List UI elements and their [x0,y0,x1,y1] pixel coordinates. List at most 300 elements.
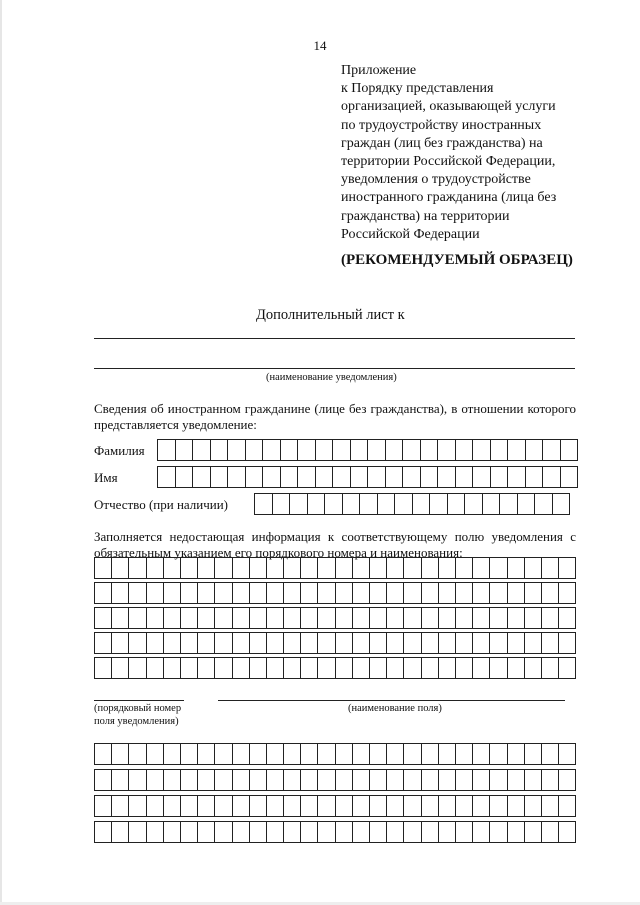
letter-cell[interactable] [318,582,335,604]
letter-cell[interactable] [491,466,509,488]
letter-cell[interactable] [439,607,456,629]
letter-cell[interactable] [370,769,387,791]
letter-cell[interactable] [318,557,335,579]
letter-cell[interactable] [439,821,456,843]
field-number-line[interactable] [94,700,184,701]
letter-cell[interactable] [215,607,232,629]
letter-cell[interactable] [301,743,318,765]
letter-cell[interactable] [176,439,194,461]
letter-cell[interactable] [456,466,474,488]
letter-cell[interactable] [281,466,299,488]
letter-cell[interactable] [387,557,404,579]
letter-cell[interactable] [525,582,542,604]
letter-cell[interactable] [198,632,215,654]
letter-cell[interactable] [198,657,215,679]
letter-cell[interactable] [298,466,316,488]
letter-cell[interactable] [559,632,576,654]
letter-cell[interactable] [281,439,299,461]
letter-cell[interactable] [318,821,335,843]
letter-cell[interactable] [112,582,129,604]
letter-cell[interactable] [370,582,387,604]
letter-cell[interactable] [525,795,542,817]
letter-cell[interactable] [147,632,164,654]
letter-cell[interactable] [129,657,146,679]
letter-cell[interactable] [301,632,318,654]
letter-cell[interactable] [318,607,335,629]
letter-cell[interactable] [112,632,129,654]
letter-cell[interactable] [147,821,164,843]
letter-cell[interactable] [404,607,421,629]
letter-cell[interactable] [318,657,335,679]
letter-cell[interactable] [456,769,473,791]
letter-cell[interactable] [158,466,176,488]
letter-cell[interactable] [439,632,456,654]
letter-cell[interactable] [403,466,421,488]
letter-cell[interactable] [246,439,264,461]
letter-cell[interactable] [422,607,439,629]
letter-cell[interactable] [387,743,404,765]
letter-cell[interactable] [395,493,413,515]
letter-cell[interactable] [370,557,387,579]
letter-cell[interactable] [439,582,456,604]
letter-cell[interactable] [473,557,490,579]
letter-cell[interactable] [250,821,267,843]
letter-cell[interactable] [439,743,456,765]
letter-cell[interactable] [404,582,421,604]
letter-cell[interactable] [250,557,267,579]
letter-cell[interactable] [542,582,559,604]
letter-cell[interactable] [298,439,316,461]
letter-cell[interactable] [181,795,198,817]
letter-cell[interactable] [490,743,507,765]
letter-cell[interactable] [181,582,198,604]
info-row-1-cells[interactable] [94,557,576,579]
letter-cell[interactable] [164,557,181,579]
letter-cell[interactable] [508,657,525,679]
letter-cell[interactable] [301,821,318,843]
letter-cell[interactable] [404,821,421,843]
letter-cell[interactable] [95,769,112,791]
letter-cell[interactable] [215,743,232,765]
letter-cell[interactable] [473,657,490,679]
letter-cell[interactable] [403,439,421,461]
letter-cell[interactable] [112,743,129,765]
letter-cell[interactable] [422,769,439,791]
letter-cell[interactable] [525,607,542,629]
letter-cell[interactable] [500,493,518,515]
letter-cell[interactable] [542,769,559,791]
notification-name-line-2[interactable] [94,368,575,369]
letter-cell[interactable] [250,582,267,604]
letter-cell[interactable] [490,582,507,604]
letter-cell[interactable] [525,632,542,654]
letter-cell[interactable] [353,821,370,843]
letter-cell[interactable] [559,582,576,604]
letter-cell[interactable] [353,743,370,765]
letter-cell[interactable] [129,769,146,791]
letter-cell[interactable] [198,821,215,843]
letter-cell[interactable] [483,493,501,515]
letter-cell[interactable] [198,607,215,629]
letter-cell[interactable] [211,466,229,488]
letter-cell[interactable] [290,493,308,515]
letter-cell[interactable] [112,769,129,791]
letter-cell[interactable] [336,769,353,791]
letter-cell[interactable] [233,769,250,791]
letter-cell[interactable] [360,493,378,515]
letter-cell[interactable] [255,493,273,515]
letter-cell[interactable] [525,743,542,765]
letter-cell[interactable] [147,795,164,817]
letter-cell[interactable] [559,795,576,817]
letter-cell[interactable] [336,657,353,679]
letter-cell[interactable] [250,632,267,654]
letter-cell[interactable] [267,821,284,843]
letter-cell[interactable] [404,769,421,791]
letter-cell[interactable] [233,657,250,679]
letter-cell[interactable] [164,821,181,843]
letter-cell[interactable] [246,466,264,488]
letter-cell[interactable] [164,657,181,679]
letter-cell[interactable] [112,657,129,679]
letter-cell[interactable] [215,657,232,679]
letter-cell[interactable] [422,743,439,765]
letter-cell[interactable] [508,466,526,488]
letter-cell[interactable] [387,607,404,629]
letter-cell[interactable] [147,557,164,579]
letter-cell[interactable] [267,657,284,679]
letter-cell[interactable] [422,821,439,843]
letter-cell[interactable] [508,821,525,843]
letter-cell[interactable] [490,795,507,817]
letter-cell[interactable] [404,657,421,679]
letter-cell[interactable] [387,632,404,654]
letter-cell[interactable] [198,769,215,791]
letter-cell[interactable] [542,607,559,629]
letter-cell[interactable] [333,439,351,461]
letter-cell[interactable] [421,466,439,488]
letter-cell[interactable] [508,557,525,579]
letter-cell[interactable] [456,743,473,765]
letter-cell[interactable] [318,632,335,654]
letter-cell[interactable] [129,557,146,579]
letter-cell[interactable] [473,769,490,791]
letter-cell[interactable] [95,582,112,604]
letter-cell[interactable] [95,657,112,679]
letter-cell[interactable] [164,607,181,629]
letter-cell[interactable] [336,582,353,604]
letter-cell[interactable] [215,557,232,579]
letter-cell[interactable] [508,439,526,461]
letter-cell[interactable] [438,466,456,488]
letter-cell[interactable] [164,769,181,791]
letter-cell[interactable] [147,657,164,679]
letter-cell[interactable] [308,493,326,515]
letter-cell[interactable] [233,582,250,604]
letter-cell[interactable] [198,743,215,765]
letter-cell[interactable] [164,582,181,604]
letter-cell[interactable] [164,743,181,765]
letter-cell[interactable] [336,821,353,843]
letter-cell[interactable] [508,582,525,604]
letter-cell[interactable] [473,632,490,654]
letter-cell[interactable] [147,607,164,629]
letter-cell[interactable] [422,557,439,579]
letter-cell[interactable] [559,769,576,791]
letter-cell[interactable] [325,493,343,515]
letter-cell[interactable] [353,769,370,791]
letter-cell[interactable] [129,743,146,765]
letter-cell[interactable] [370,795,387,817]
letter-cell[interactable] [430,493,448,515]
letter-cell[interactable] [181,557,198,579]
letter-cell[interactable] [336,607,353,629]
letter-cell[interactable] [250,795,267,817]
patronymic-cells[interactable] [254,493,570,515]
letter-cell[interactable] [525,769,542,791]
letter-cell[interactable] [215,582,232,604]
letter-cell[interactable] [370,657,387,679]
letter-cell[interactable] [559,821,576,843]
letter-cell[interactable] [316,439,334,461]
letter-cell[interactable] [284,769,301,791]
letter-cell[interactable] [490,657,507,679]
letter-cell[interactable] [422,632,439,654]
letter-cell[interactable] [473,743,490,765]
letter-cell[interactable] [267,557,284,579]
letter-cell[interactable] [233,607,250,629]
letter-cell[interactable] [284,632,301,654]
letter-cell[interactable] [129,795,146,817]
letter-cell[interactable] [439,657,456,679]
letter-cell[interactable] [250,769,267,791]
letter-cell[interactable] [508,632,525,654]
letter-cell[interactable] [263,466,281,488]
letter-cell[interactable] [525,821,542,843]
info-row-3-cells[interactable] [94,607,576,629]
letter-cell[interactable] [404,557,421,579]
letter-cell[interactable] [490,607,507,629]
letter-cell[interactable] [518,493,536,515]
info-row-5-cells[interactable] [94,657,576,679]
letter-cell[interactable] [456,795,473,817]
letter-cell[interactable] [448,493,466,515]
letter-cell[interactable] [233,743,250,765]
info-row-2-cells[interactable] [94,582,576,604]
letter-cell[interactable] [508,607,525,629]
letter-cell[interactable] [526,439,544,461]
letter-cell[interactable] [112,795,129,817]
letter-cell[interactable] [273,493,291,515]
letter-cell[interactable] [284,557,301,579]
letter-cell[interactable] [465,493,483,515]
value-row-1-cells[interactable] [94,743,576,765]
letter-cell[interactable] [353,557,370,579]
letter-cell[interactable] [198,582,215,604]
letter-cell[interactable] [353,657,370,679]
letter-cell[interactable] [456,632,473,654]
letter-cell[interactable] [233,557,250,579]
letter-cell[interactable] [301,657,318,679]
letter-cell[interactable] [559,557,576,579]
info-row-4-cells[interactable] [94,632,576,654]
letter-cell[interactable] [193,439,211,461]
letter-cell[interactable] [386,466,404,488]
letter-cell[interactable] [129,821,146,843]
letter-cell[interactable] [439,795,456,817]
letter-cell[interactable] [386,439,404,461]
letter-cell[interactable] [267,607,284,629]
letter-cell[interactable] [211,439,229,461]
letter-cell[interactable] [301,795,318,817]
letter-cell[interactable] [387,795,404,817]
letter-cell[interactable] [316,466,334,488]
letter-cell[interactable] [250,743,267,765]
letter-cell[interactable] [181,607,198,629]
letter-cell[interactable] [353,632,370,654]
letter-cell[interactable] [215,795,232,817]
letter-cell[interactable] [490,632,507,654]
letter-cell[interactable] [525,657,542,679]
letter-cell[interactable] [147,582,164,604]
letter-cell[interactable] [198,557,215,579]
letter-cell[interactable] [95,557,112,579]
letter-cell[interactable] [561,439,579,461]
letter-cell[interactable] [553,493,571,515]
letter-cell[interactable] [318,743,335,765]
letter-cell[interactable] [404,632,421,654]
letter-cell[interactable] [508,743,525,765]
letter-cell[interactable] [336,557,353,579]
letter-cell[interactable] [228,439,246,461]
letter-cell[interactable] [215,821,232,843]
letter-cell[interactable] [353,607,370,629]
letter-cell[interactable] [181,657,198,679]
letter-cell[interactable] [129,607,146,629]
letter-cell[interactable] [301,582,318,604]
name-cells[interactable] [157,466,578,488]
letter-cell[interactable] [267,743,284,765]
letter-cell[interactable] [181,743,198,765]
letter-cell[interactable] [404,795,421,817]
letter-cell[interactable] [542,795,559,817]
letter-cell[interactable] [456,607,473,629]
letter-cell[interactable] [95,821,112,843]
letter-cell[interactable] [561,466,579,488]
letter-cell[interactable] [387,582,404,604]
letter-cell[interactable] [147,769,164,791]
letter-cell[interactable] [439,557,456,579]
letter-cell[interactable] [215,769,232,791]
letter-cell[interactable] [267,795,284,817]
letter-cell[interactable] [129,632,146,654]
letter-cell[interactable] [333,466,351,488]
letter-cell[interactable] [336,743,353,765]
letter-cell[interactable] [404,743,421,765]
letter-cell[interactable] [284,743,301,765]
notification-name-line-1[interactable] [94,338,575,339]
letter-cell[interactable] [473,466,491,488]
letter-cell[interactable] [387,821,404,843]
letter-cell[interactable] [542,743,559,765]
letter-cell[interactable] [353,795,370,817]
field-name-line[interactable] [218,700,565,701]
letter-cell[interactable] [336,795,353,817]
letter-cell[interactable] [473,821,490,843]
letter-cell[interactable] [413,493,431,515]
letter-cell[interactable] [228,466,246,488]
letter-cell[interactable] [542,632,559,654]
letter-cell[interactable] [422,657,439,679]
letter-cell[interactable] [284,582,301,604]
letter-cell[interactable] [542,821,559,843]
surname-cells[interactable] [157,439,578,461]
letter-cell[interactable] [456,557,473,579]
letter-cell[interactable] [95,632,112,654]
letter-cell[interactable] [284,657,301,679]
letter-cell[interactable] [368,466,386,488]
letter-cell[interactable] [456,821,473,843]
letter-cell[interactable] [147,743,164,765]
letter-cell[interactable] [542,557,559,579]
letter-cell[interactable] [301,557,318,579]
letter-cell[interactable] [129,582,146,604]
letter-cell[interactable] [95,607,112,629]
letter-cell[interactable] [164,632,181,654]
letter-cell[interactable] [490,557,507,579]
letter-cell[interactable] [559,657,576,679]
value-row-4-cells[interactable] [94,821,576,843]
letter-cell[interactable] [267,769,284,791]
letter-cell[interactable] [473,582,490,604]
letter-cell[interactable] [181,821,198,843]
letter-cell[interactable] [508,795,525,817]
letter-cell[interactable] [343,493,361,515]
letter-cell[interactable] [526,466,544,488]
letter-cell[interactable] [181,632,198,654]
letter-cell[interactable] [318,769,335,791]
letter-cell[interactable] [370,743,387,765]
letter-cell[interactable] [176,466,194,488]
letter-cell[interactable] [508,769,525,791]
letter-cell[interactable] [542,657,559,679]
letter-cell[interactable] [535,493,553,515]
letter-cell[interactable] [351,466,369,488]
letter-cell[interactable] [368,439,386,461]
letter-cell[interactable] [164,795,181,817]
letter-cell[interactable] [301,769,318,791]
letter-cell[interactable] [370,607,387,629]
letter-cell[interactable] [473,607,490,629]
letter-cell[interactable] [490,769,507,791]
letter-cell[interactable] [559,743,576,765]
letter-cell[interactable] [112,557,129,579]
letter-cell[interactable] [301,607,318,629]
letter-cell[interactable] [387,769,404,791]
letter-cell[interactable] [181,769,198,791]
letter-cell[interactable] [193,466,211,488]
letter-cell[interactable] [491,439,509,461]
letter-cell[interactable] [370,821,387,843]
letter-cell[interactable] [353,582,370,604]
letter-cell[interactable] [284,821,301,843]
letter-cell[interactable] [233,821,250,843]
letter-cell[interactable] [284,795,301,817]
letter-cell[interactable] [95,743,112,765]
letter-cell[interactable] [263,439,281,461]
letter-cell[interactable] [422,582,439,604]
letter-cell[interactable] [559,607,576,629]
